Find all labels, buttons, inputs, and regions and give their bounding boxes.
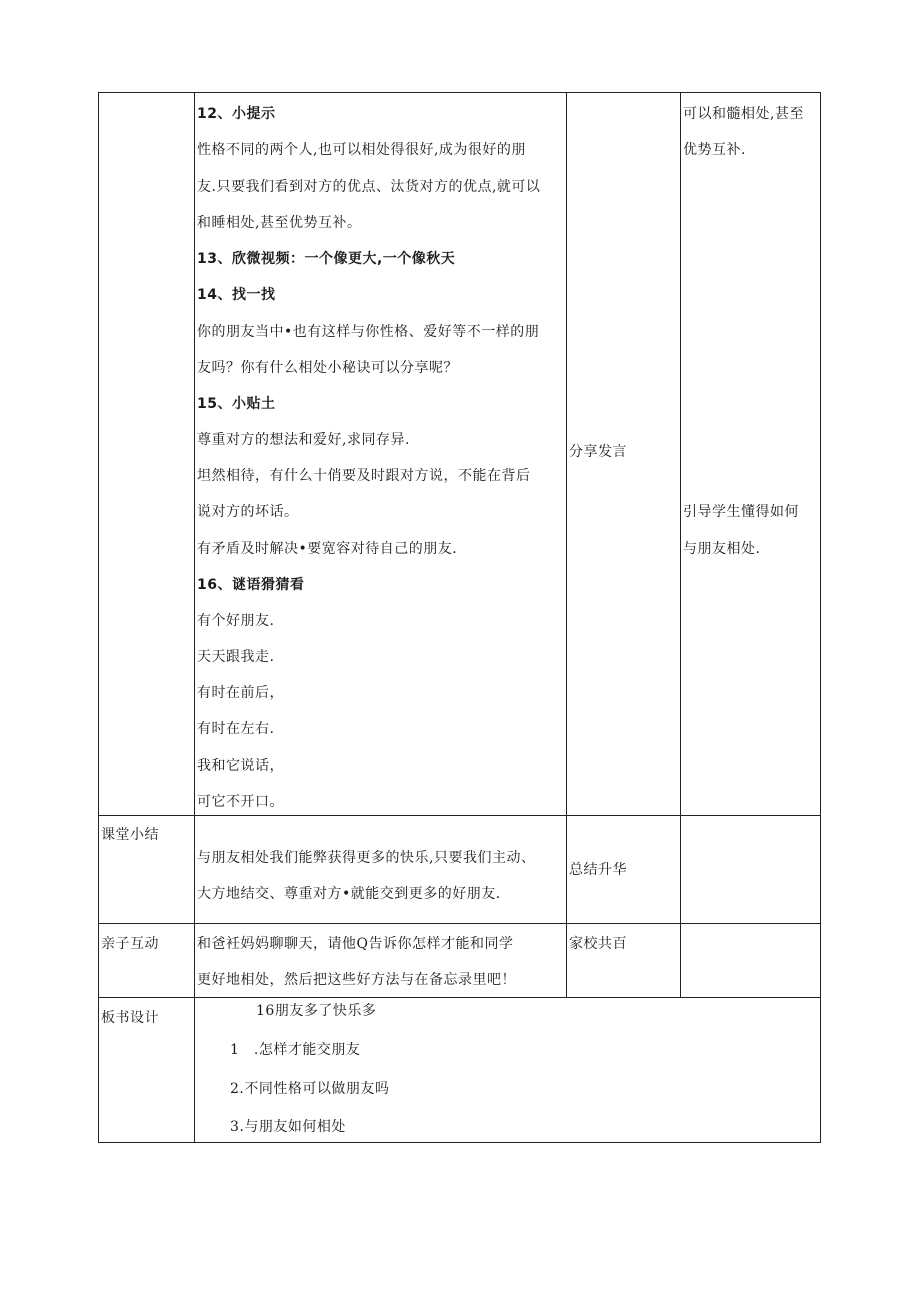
table-top-border	[98, 92, 821, 93]
parent-content-line: 更好地相处，然后把这些好方法与在备忘录里吧！	[197, 972, 516, 988]
parent-content-line: 和爸衽妈妈聊聊天，请他Q告诉你怎样才能和同学	[197, 936, 514, 952]
column-divider-intent	[680, 92, 681, 998]
content-line: 和睡相处,甚至优势互补。	[197, 215, 362, 231]
row-divider-board	[98, 997, 821, 998]
content-line: 尊重对方的想法和爱好,求同存异.	[197, 432, 410, 448]
riddle-line: 天天跟我走.	[197, 649, 275, 665]
step-16-heading: 16、谜语猾猜看	[197, 577, 305, 593]
intent-top-line: 优势互补.	[683, 142, 746, 158]
step-15-heading: 15、小贴土	[197, 396, 276, 412]
row-divider-summary	[98, 815, 821, 816]
intent-bottom-line: 引导学生懂得如何	[683, 504, 799, 520]
riddle-line: 我和它说话，	[197, 758, 284, 774]
intent-top-line: 可以和髓相处,甚至	[683, 106, 804, 122]
riddle-line: 有时在前后，	[197, 685, 284, 701]
board-item: 1 .怎样才能交朋友	[230, 1042, 361, 1058]
content-line: 坦然相待，有什么十俏要及时跟对方说，不能在背后	[197, 468, 531, 484]
row-divider-parent	[98, 923, 821, 924]
board-item: 2.不同性格可以做朋友吗	[230, 1081, 390, 1097]
content-line: 有矛盾及时解决•要宽容对待自己的朋友.	[197, 541, 458, 557]
parent-label: 亲子互动	[101, 936, 159, 952]
table-left-border	[98, 92, 99, 1143]
intent-bottom-line: 与朋友相处.	[683, 541, 761, 557]
summary-content-line: 大方地结交、尊重对方•就能交到更多的好朋友.	[197, 886, 501, 902]
step-13-heading: 13、欣微视频：一个像更大,一个像秋天	[197, 251, 456, 267]
content-line: 说对方的坏话。	[197, 504, 299, 520]
board-item: 3.与朋友如何相处	[230, 1119, 346, 1135]
column-divider-content	[194, 92, 195, 1143]
column-divider-activity	[566, 92, 567, 998]
summary-content-line: 与朋友相处我们能弊获得更多的快乐,只要我们主动、	[197, 850, 536, 866]
step-14-heading: 14、找一找	[197, 287, 276, 303]
content-line: 你的朋友当中•也有这样与你性格、爱好等不一样的朋	[197, 324, 540, 340]
content-line: 性格不同的两个人,也可以相处得很好,成为很好的朋	[197, 142, 526, 158]
content-line: 友.只要我们看到对方的优点、汰货对方的优点,就可以	[197, 179, 541, 195]
summary-label: 课堂小结	[101, 827, 159, 843]
riddle-line: 有个好朋友.	[197, 613, 275, 629]
content-line: 友吗？你有什么相处小秘诀可以分享呢？	[197, 360, 458, 376]
riddle-line: 可它不开口。	[197, 794, 284, 810]
main-activity: 分享发言	[569, 444, 627, 460]
table-bottom-border	[98, 1142, 821, 1143]
board-title: 16朋友多了快乐多	[256, 1003, 377, 1019]
step-12-heading: 12、小提示	[197, 106, 276, 122]
summary-activity: 总结升华	[569, 862, 627, 878]
riddle-line: 有时在左右.	[197, 721, 275, 737]
parent-activity: 家校共百	[569, 936, 627, 952]
table-right-border	[820, 92, 821, 1143]
board-label: 板书设计	[101, 1010, 159, 1026]
